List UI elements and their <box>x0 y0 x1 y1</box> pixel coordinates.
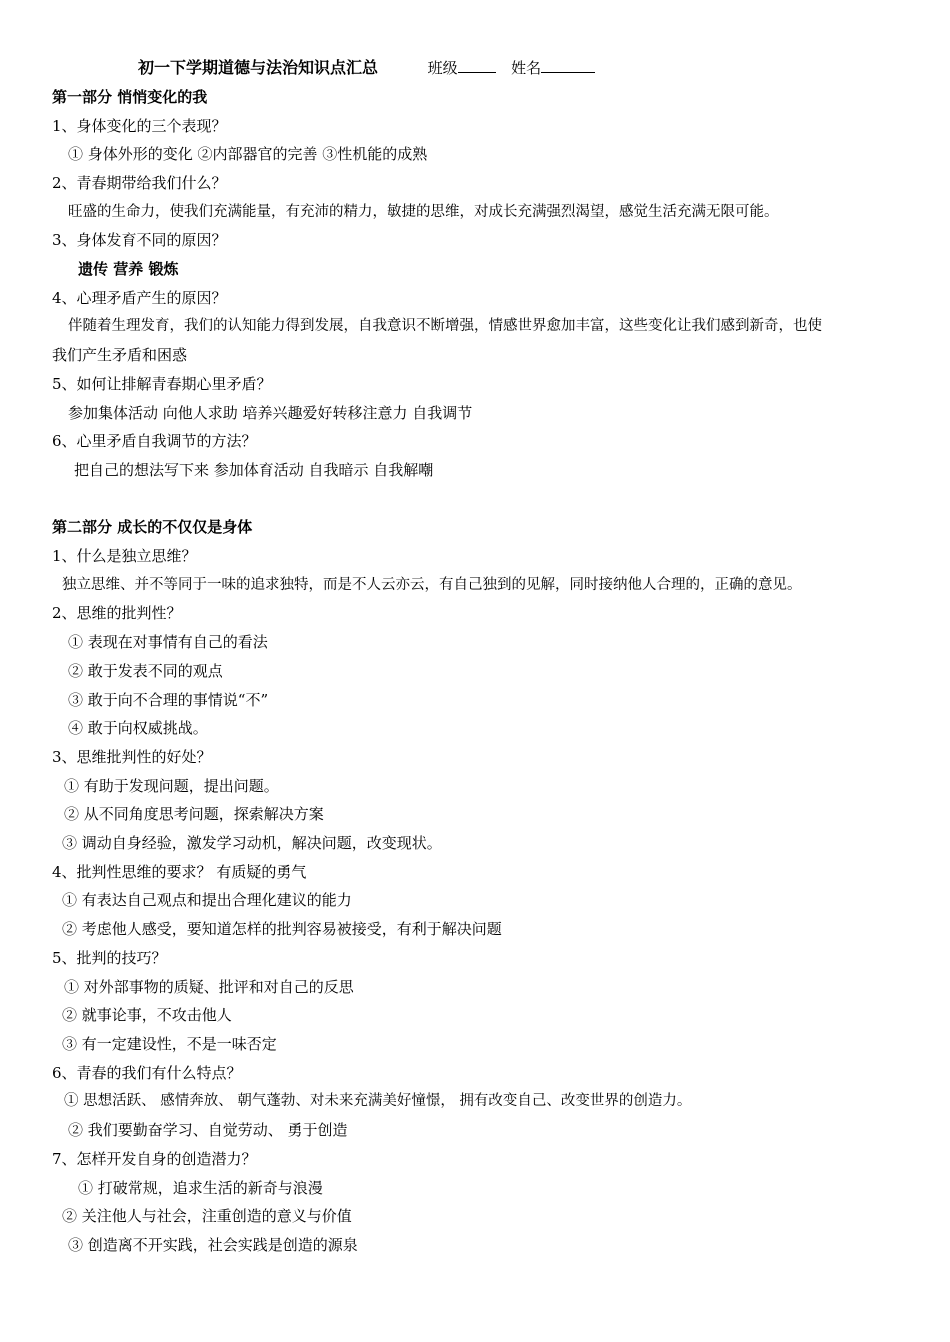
list-item: ③ 敢于向不合理的事情说“不” <box>68 691 269 709</box>
list-item: ② 关注他人与社会，注重创造的意义与价值 <box>62 1207 352 1225</box>
class-blank-field[interactable] <box>458 58 496 73</box>
part2-question-2: 2、思维的批判性？ <box>52 604 182 622</box>
part1-question-4: 4、心理矛盾产生的原因？ <box>52 289 227 307</box>
page-title: 初一下学期道德与法治知识点汇总 <box>138 58 379 77</box>
list-item: ④ 敢于向权威挑战。 <box>68 719 208 737</box>
part1-answer-4-line1: 伴随着生理发育，我们的认知能力得到发展，自我意识不断增强，情感世界愈加丰富，这些变化让我们感到新奇，也使 <box>68 318 822 334</box>
name-blank-field[interactable] <box>541 58 595 73</box>
part2-question-5: 5、批判的技巧？ <box>52 949 167 967</box>
part2-question-6: 6、青春的我们有什么特点？ <box>52 1064 242 1082</box>
part2-question-4: 4、批判性思维的要求？ 有质疑的勇气 <box>52 863 307 881</box>
list-item: ② 我们要勤奋学习、自觉劳动、 勇于创造 <box>68 1121 348 1139</box>
document-header <box>138 58 595 78</box>
part1-question-3: 3、身体发育不同的原因？ <box>52 231 227 249</box>
part2-question-3: 3、思维批判性的好处？ <box>52 748 212 766</box>
class-label: 班级 <box>427 59 458 77</box>
part1-answer-3: 遗传 营养 锻炼 <box>78 260 179 278</box>
list-item: ② 考虑他人感受，要知道怎样的批判容易被接受，有利于解决问题 <box>62 920 502 938</box>
part1-answer-2: 旺盛的生命力，使我们充满能量，有充沛的精力，敏捷的思维，对成长充满强烈渴望，感觉生活充满无限可能。 <box>68 204 779 220</box>
list-item: ① 打破常规，追求生活的新奇与浪漫 <box>78 1179 323 1197</box>
part1-answer-1: ① 身体外形的变化 ②内部器官的完善 ③性机能的成熟 <box>68 145 428 163</box>
list-item: ① 思想活跃、 感情奔放、 朝气蓬勃、对未来充满美好憧憬， 拥有改变自己、改变世界的创造力。 <box>64 1093 692 1109</box>
list-item: ② 从不同角度思考问题，探索解决方案 <box>64 805 324 823</box>
part1-question-5: 5、如何让排解青春期心里矛盾？ <box>52 375 272 393</box>
part1-answer-5: 参加集体活动 向他人求助 培养兴趣爱好转移注意力 自我调节 <box>68 404 473 422</box>
list-item: ① 有表达自己观点和提出合理化建议的能力 <box>62 891 352 909</box>
part2-question-1: 1、什么是独立思维？ <box>52 547 197 565</box>
part1-question-1: 1、身体变化的三个表现？ <box>52 117 227 135</box>
list-item: ① 表现在对事情有自己的看法 <box>68 633 268 651</box>
list-item: ① 有助于发现问题，提出问题。 <box>64 777 279 795</box>
part1-question-6: 6、心里矛盾自我调节的方法？ <box>52 432 257 450</box>
list-item: ① 对外部事物的质疑、批评和对自己的反思 <box>64 978 354 996</box>
list-item: ③ 创造离不开实践，社会实践是创造的源泉 <box>68 1236 358 1254</box>
list-item: ③ 有一定建设性，不是一味否定 <box>62 1035 277 1053</box>
part1-answer-4-line2: 我们产生矛盾和困惑 <box>52 346 188 364</box>
part2-question-7: 7、怎样开发自身的创造潜力？ <box>52 1150 257 1168</box>
name-label: 姓名 <box>511 59 542 77</box>
part1-question-2: 2、青春期带给我们什么？ <box>52 174 227 192</box>
part1-heading: 第一部分 悄悄变化的我 <box>52 88 208 106</box>
part2-heading: 第二部分 成长的不仅仅是身体 <box>52 518 253 536</box>
part1-answer-6: 把自己的想法写下来 参加体育活动 自我暗示 自我解嘲 <box>74 461 434 479</box>
list-item: ② 敢于发表不同的观点 <box>68 662 223 680</box>
part2-answer-1: 独立思维、并不等同于一味的追求独特，而是不人云亦云，有自己独到的见解，同时接纳他人合理的，正确的意见。 <box>62 577 802 593</box>
list-item: ② 就事论事，不攻击他人 <box>62 1006 232 1024</box>
list-item: ③ 调动自身经验，激发学习动机，解决问题，改变现状。 <box>62 834 442 852</box>
